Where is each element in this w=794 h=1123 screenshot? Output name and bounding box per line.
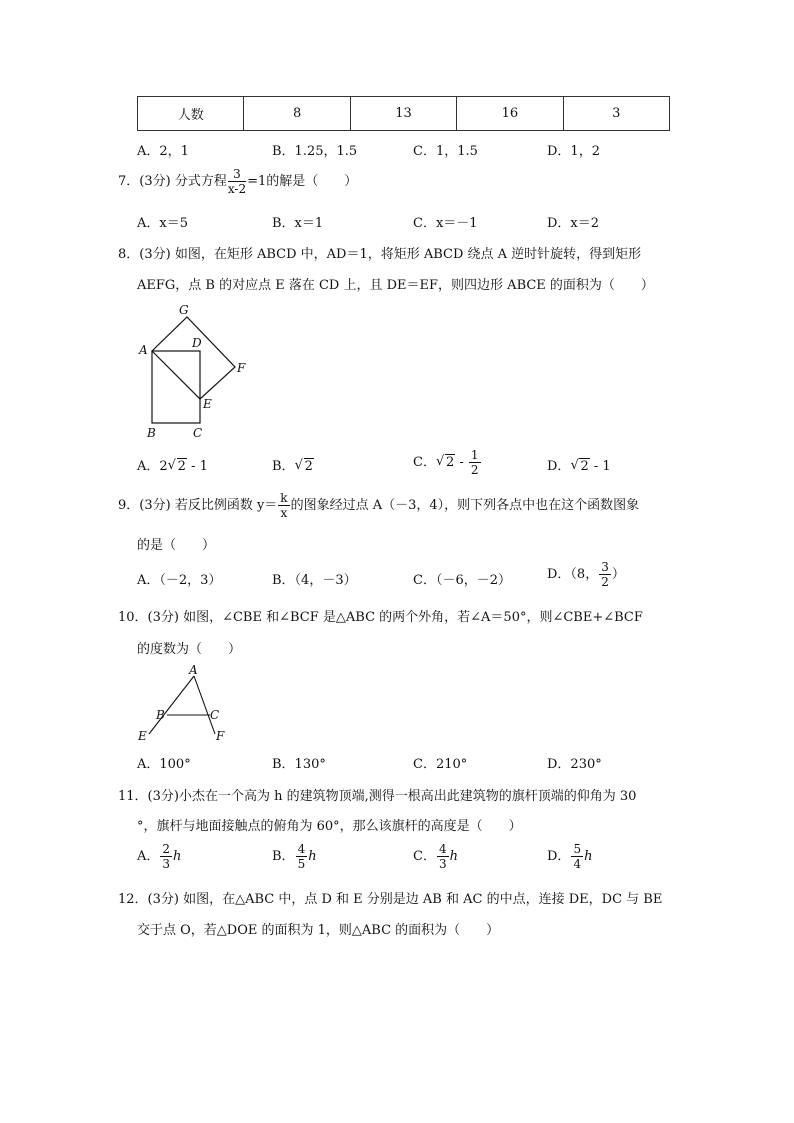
- q11-opt-b-pre: B．: [272, 849, 295, 864]
- q10-figure: [135, 663, 235, 745]
- q6-option-c: C．1，1.5: [413, 144, 478, 159]
- q9-opt-d-den: 2: [601, 575, 609, 589]
- q9-denominator: x: [280, 506, 288, 520]
- table-cell: 3: [563, 97, 669, 131]
- q9-opt-d-post: ）: [611, 567, 625, 582]
- q11-opt-a-den: 3: [162, 857, 171, 871]
- q6-option-a: A．2，1: [137, 144, 189, 159]
- table-cell: 16: [457, 97, 563, 131]
- rectangle-aefg: [152, 317, 235, 399]
- label-d: D: [192, 336, 202, 350]
- q7-question: [118, 168, 357, 195]
- line-ae: [149, 676, 194, 734]
- q11-opt-d-fraction: [571, 843, 583, 870]
- q10-option-a: A．100°: [137, 757, 191, 772]
- q8-figure: [130, 298, 260, 443]
- q11-opt-b-num: 4: [297, 842, 306, 856]
- q8-opt-a-post: - 1: [186, 459, 208, 474]
- q6-option-d: D．1，2: [547, 144, 600, 159]
- q9-opt-d-num: 3: [601, 560, 609, 574]
- q9-suffix: 的图象经过点 A（－3，4），则下列各点中也在这个函数图象: [290, 498, 640, 513]
- q11-opt-a-fraction: [160, 843, 172, 870]
- q10-option-d: D．230°: [547, 757, 602, 772]
- q7-option-a: A．x＝5: [137, 216, 188, 231]
- q7-denominator: x-2: [227, 182, 247, 196]
- q7-option-c: C．x＝－1: [413, 216, 478, 231]
- q10-line1: 10．(3分) 如图，∠CBE 和∠BCF 是△ABC 的两个外角，若∠A＝50°，则∠CBE+∠BCF: [118, 610, 643, 625]
- q9-option-d: [547, 561, 625, 588]
- q11-option-b: [272, 843, 317, 870]
- q11-opt-b-fraction: [296, 843, 308, 870]
- table-cell: 13: [350, 97, 456, 131]
- q11-opt-c-var: h: [449, 849, 458, 864]
- q7-fraction: [228, 168, 246, 195]
- table-cell: 8: [244, 97, 350, 131]
- q8-opt-b-rad: 2: [304, 459, 313, 474]
- q11-opt-c-num: 4: [438, 842, 447, 856]
- q8-opt-b-pre: B．: [272, 459, 295, 474]
- q11-option-a: [137, 843, 181, 870]
- q9-line2: 的是（ ）: [137, 538, 216, 553]
- q7-option-b: B．x＝1: [272, 216, 324, 231]
- q9-line1: [118, 492, 639, 519]
- q8-option-b: [272, 455, 314, 474]
- q8-option-a: [137, 455, 208, 474]
- q10-option-c: C．210°: [413, 757, 468, 772]
- q8-option-c: [413, 449, 482, 476]
- q11-option-d: [547, 843, 592, 870]
- q7-suffix: 的解是（ ）: [266, 174, 358, 189]
- sqrt-sign: [168, 459, 187, 474]
- q9-option-a: A．（－2，3）: [137, 573, 222, 588]
- q11-line1: 11．(3分)小杰在一个高为 h 的建筑物顶端,测得一根高出此建筑物的旗杆顶端的仰角为 30: [118, 789, 637, 804]
- label-b: B: [156, 708, 165, 722]
- q9-fraction: [278, 492, 289, 519]
- q11-opt-d-num: 5: [573, 842, 582, 856]
- q11-opt-d-den: 4: [573, 857, 582, 871]
- q9-opt-d-fraction: [599, 561, 611, 588]
- q9-opt-d-pre: D．（8，: [547, 567, 599, 582]
- q8-opt-d-post: - 1: [589, 459, 611, 474]
- q8-opt-a-pre: A．2: [137, 459, 168, 474]
- q11-opt-c-den: 3: [438, 857, 447, 871]
- q8-opt-c-mid: -: [455, 455, 468, 470]
- q8-opt-d-pre: D．: [547, 459, 571, 474]
- table-row: [138, 97, 670, 131]
- q8-opt-c-num: 1: [470, 448, 479, 462]
- q11-opt-a-num: 2: [162, 842, 171, 856]
- q11-option-c: [413, 843, 458, 870]
- q7-option-d: D．x＝2: [547, 216, 600, 231]
- q8-opt-c-den: 2: [470, 463, 479, 477]
- label-f: F: [237, 361, 246, 375]
- q11-opt-d-var: h: [584, 849, 593, 864]
- q11-opt-d-pre: D．: [547, 849, 571, 864]
- q8-opt-c-fraction: [469, 449, 481, 476]
- q9-option-c: C．（－6，－2）: [413, 573, 511, 588]
- q9-option-b: B．（4，－3）: [272, 573, 357, 588]
- q11-line2: °，旗杆与地面接触点的俯角为 60°，那么该旗杆的高度是（ ）: [137, 819, 522, 834]
- label-b: B: [147, 426, 156, 440]
- q12-line1: 12．(3分) 如图，在△ABC 中，点 D 和 E 分别是边 AB 和 AC 的中点，连接 DE，DC 与 BE: [118, 892, 663, 907]
- q11-opt-b-den: 5: [297, 857, 306, 871]
- q8-line2: AEFG，点 B 的对应点 E 落在 CD 上，且 DE＝EF，则四边形 ABCE 的面积为（ ）: [137, 278, 654, 293]
- q7-numerator: 3: [228, 168, 246, 182]
- sqrt-sign: [295, 459, 314, 474]
- sqrt-sign: [570, 459, 589, 474]
- q11-opt-a-var: h: [173, 849, 182, 864]
- q8-option-d: [547, 455, 611, 474]
- q8-opt-c-pre: C．: [413, 455, 436, 470]
- q11-opt-a-pre: A．: [137, 849, 160, 864]
- q11-opt-c-pre: C．: [413, 849, 436, 864]
- label-e: E: [203, 397, 212, 411]
- label-c: C: [193, 426, 203, 440]
- label-a: A: [139, 343, 148, 357]
- q8-opt-a-rad: 2: [177, 459, 186, 474]
- label-a: A: [189, 663, 198, 677]
- q11-opt-b-var: h: [308, 849, 317, 864]
- q11-opt-c-fraction: [437, 843, 449, 870]
- q6-option-b: B．1.25，1.5: [272, 144, 358, 159]
- label-e: E: [138, 729, 147, 743]
- label-f: F: [216, 729, 225, 743]
- line-af: [194, 676, 215, 734]
- q12-line2: 交于点 O，若△DOE 的面积为 1，则△ABC 的面积为（ ）: [137, 923, 500, 938]
- q7-prefix: 7．(3分) 分式方程: [118, 174, 227, 189]
- sqrt-sign: [436, 455, 455, 470]
- q8-opt-c-rad: 2: [445, 455, 455, 470]
- data-table: [137, 96, 670, 131]
- q7-equals: =1: [247, 174, 267, 189]
- q10-option-b: B．130°: [272, 757, 326, 772]
- rectangle-abcd: [152, 351, 200, 423]
- q9-numerator: k: [280, 491, 288, 505]
- q9-prefix: 9．(3分) 若反比例函数 y＝: [118, 498, 278, 513]
- q8-opt-d-rad: 2: [580, 459, 589, 474]
- label-g: G: [179, 303, 189, 317]
- q10-line2: 的度数为（ ）: [137, 642, 242, 657]
- label-c: C: [210, 708, 220, 722]
- table-cell: 人数: [138, 97, 244, 131]
- q8-line1: 8．(3分) 如图，在矩形 ABCD 中，AD＝1，将矩形 ABCD 绕点 A 逆时针旋转，得到矩形: [118, 247, 642, 262]
